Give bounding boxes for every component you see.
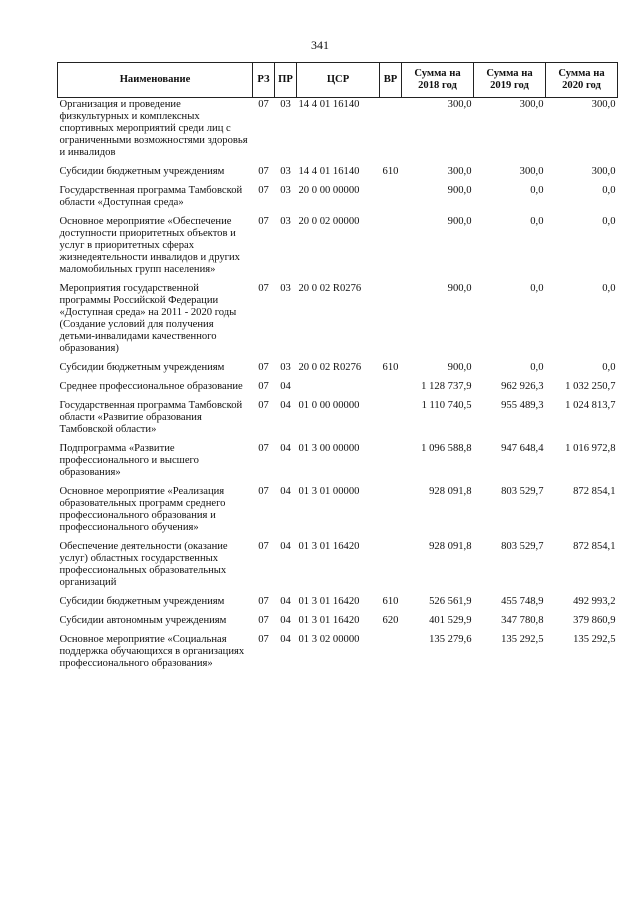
cell-vr <box>380 485 402 540</box>
cell-vr <box>380 540 402 595</box>
cell-rz: 07 <box>258 486 269 497</box>
cell-sum-2020: 379 860,9 <box>573 615 616 626</box>
cell-sum-2018: 1 128 737,9 <box>421 381 472 392</box>
cell-vr <box>380 399 402 442</box>
cell-name: Основное мероприятие «Социальная поддержка обучающихся в организациях профессионального образования» <box>59 634 245 669</box>
cell-name: Субсидии бюджетным учреждениям <box>59 362 225 373</box>
table-row <box>58 540 618 595</box>
cell-sum-2019: 300,0 <box>519 99 544 110</box>
cell-csr: 01 3 01 16420 <box>298 541 360 552</box>
cell-csr: 01 3 02 00000 <box>298 634 360 645</box>
budget-table <box>57 62 618 676</box>
cell-sum-2018: 928 091,8 <box>429 486 472 497</box>
header-vr: ВР <box>380 63 402 98</box>
cell-sum-2018: 526 561,9 <box>429 596 472 607</box>
cell-sum-2020: 300,0 <box>591 166 616 177</box>
cell-name: Среднее профессиональное образование <box>59 381 243 392</box>
cell-pr: 04 <box>280 634 291 645</box>
cell-csr: 20 0 02 R0276 <box>298 362 362 373</box>
cell-csr: 20 0 02 00000 <box>298 216 360 227</box>
cell-pr: 04 <box>280 596 291 607</box>
cell-sum-2019: 455 748,9 <box>501 596 544 607</box>
cell-vr <box>380 98 402 166</box>
cell-sum-2018: 928 091,8 <box>429 541 472 552</box>
cell-pr: 03 <box>280 185 291 196</box>
header-name: Наименование <box>58 63 253 98</box>
cell-sum-2020: 872 854,1 <box>573 486 616 497</box>
table-row <box>58 165 618 184</box>
table-row <box>58 595 618 614</box>
table-row <box>58 184 618 215</box>
cell-sum-2020: 0,0 <box>602 283 616 294</box>
cell-sum-2020: 872 854,1 <box>573 541 616 552</box>
cell-csr: 01 3 01 16420 <box>298 596 360 607</box>
cell-vr <box>380 215 402 282</box>
cell-rz: 07 <box>258 185 269 196</box>
cell-csr: 20 0 02 R0276 <box>298 283 362 294</box>
cell-rz: 07 <box>258 615 269 626</box>
cell-pr: 04 <box>280 381 291 392</box>
cell-pr: 04 <box>280 615 291 626</box>
cell-name: Основное мероприятие «Реализация образовательных программ среднего профессионального образования и профессионального обучения» <box>59 486 226 533</box>
cell-pr: 03 <box>280 166 291 177</box>
header-sum-2020: Сумма на 2020 год <box>546 63 618 98</box>
cell-rz: 07 <box>258 283 269 294</box>
cell-rz: 07 <box>258 362 269 373</box>
cell-sum-2020: 1 016 972,8 <box>565 443 616 454</box>
cell-csr: 01 0 00 00000 <box>298 400 360 411</box>
cell-name: Основное мероприятие «Обеспечение доступности приоритетных объектов и услуг в приоритетных сферах жизнедеятельности инвалидов и других маломобильных групп населения» <box>59 216 240 275</box>
cell-sum-2020: 1 024 813,7 <box>565 400 616 411</box>
cell-sum-2020: 1 032 250,7 <box>565 381 616 392</box>
cell-csr: 14 4 01 16140 <box>298 166 360 177</box>
table-row <box>58 215 618 282</box>
cell-sum-2020: 0,0 <box>602 216 616 227</box>
cell-rz: 07 <box>258 166 269 177</box>
cell-sum-2019: 347 780,8 <box>501 615 544 626</box>
cell-sum-2020: 492 993,2 <box>573 596 616 607</box>
cell-sum-2018: 401 529,9 <box>429 615 472 626</box>
cell-sum-2020: 0,0 <box>602 185 616 196</box>
cell-sum-2018: 900,0 <box>447 362 472 373</box>
header-rz: РЗ <box>253 63 275 98</box>
header-row <box>58 63 618 98</box>
cell-csr <box>297 380 380 399</box>
cell-name: Государственная программа Тамбовской области «Развитие образования Тамбовской области» <box>59 400 243 435</box>
cell-sum-2019: 0,0 <box>530 216 544 227</box>
cell-sum-2020: 135 292,5 <box>573 634 616 645</box>
cell-sum-2019: 0,0 <box>530 283 544 294</box>
cell-sum-2018: 1 096 588,8 <box>421 443 472 454</box>
cell-sum-2018: 900,0 <box>447 216 472 227</box>
cell-sum-2019: 962 926,3 <box>501 381 544 392</box>
cell-rz: 07 <box>258 400 269 411</box>
cell-name: Обеспечение деятельности (оказание услуг) областных государственных профессиональных образовательных организаций <box>59 541 228 588</box>
cell-sum-2018: 900,0 <box>447 185 472 196</box>
cell-csr: 01 3 00 00000 <box>298 443 360 454</box>
header-sum-2019: Сумма на 2019 год <box>474 63 546 98</box>
cell-pr: 03 <box>280 216 291 227</box>
cell-vr <box>380 184 402 215</box>
cell-name: Государственная программа Тамбовской области «Доступная среда» <box>59 185 243 208</box>
cell-rz: 07 <box>258 596 269 607</box>
cell-pr: 03 <box>280 283 291 294</box>
cell-vr <box>380 633 402 676</box>
cell-vr: 610 <box>382 596 399 607</box>
table-row <box>58 485 618 540</box>
cell-vr <box>380 380 402 399</box>
cell-pr: 04 <box>280 541 291 552</box>
cell-sum-2019: 803 529,7 <box>501 486 544 497</box>
cell-sum-2019: 947 648,4 <box>501 443 544 454</box>
cell-vr: 610 <box>382 166 399 177</box>
cell-name: Субсидии бюджетным учреждениям <box>59 166 225 177</box>
cell-name: Организация и проведение физкультурных и комплексных спортивных мероприятий среди лиц с ограниченными возможностями здоровья и инвалидов <box>59 99 248 158</box>
cell-name: Мероприятия государственной программы Российской Федерации «Доступная среда» на 2011 - 2020 годы (Создание условий для получения детьми-инвалидами качественного образования) <box>59 283 237 354</box>
header-sum-2018: Сумма на 2018 год <box>402 63 474 98</box>
cell-csr: 14 4 01 16140 <box>298 99 360 110</box>
cell-rz: 07 <box>258 634 269 645</box>
cell-sum-2019: 955 489,3 <box>501 400 544 411</box>
page-number: 341 <box>311 38 329 52</box>
cell-rz: 07 <box>258 381 269 392</box>
table-body <box>58 98 618 677</box>
cell-sum-2019: 803 529,7 <box>501 541 544 552</box>
cell-name: Субсидии бюджетным учреждениям <box>59 596 225 607</box>
cell-sum-2018: 1 110 740,5 <box>421 400 472 411</box>
table-row <box>58 399 618 442</box>
cell-sum-2019: 0,0 <box>530 185 544 196</box>
cell-sum-2018: 135 279,6 <box>429 634 472 645</box>
cell-csr: 20 0 00 00000 <box>298 185 360 196</box>
cell-pr: 03 <box>280 362 291 373</box>
cell-csr: 01 3 01 16420 <box>298 615 360 626</box>
cell-sum-2018: 900,0 <box>447 283 472 294</box>
table-row <box>58 361 618 380</box>
cell-sum-2019: 135 292,5 <box>501 634 544 645</box>
table-row <box>58 442 618 485</box>
cell-rz: 07 <box>258 216 269 227</box>
cell-name: Подпрограмма «Развитие профессионального и высшего образования» <box>59 443 199 478</box>
cell-pr: 04 <box>280 443 291 454</box>
table-row <box>58 633 618 676</box>
cell-sum-2019: 300,0 <box>519 166 544 177</box>
cell-vr: 620 <box>382 615 399 626</box>
cell-vr <box>380 282 402 361</box>
table-row <box>58 614 618 633</box>
header-pr: ПР <box>275 63 297 98</box>
cell-name: Субсидии автономным учреждениям <box>59 615 227 626</box>
cell-sum-2018: 300,0 <box>447 166 472 177</box>
cell-sum-2020: 300,0 <box>591 99 616 110</box>
cell-sum-2020: 0,0 <box>602 362 616 373</box>
cell-rz: 07 <box>258 541 269 552</box>
cell-rz: 07 <box>258 443 269 454</box>
table-row <box>58 98 618 166</box>
cell-pr: 04 <box>280 486 291 497</box>
table-row <box>58 380 618 399</box>
cell-vr: 610 <box>382 362 399 373</box>
table-row <box>58 282 618 361</box>
cell-sum-2018: 300,0 <box>447 99 472 110</box>
header-csr: ЦСР <box>297 63 380 98</box>
cell-sum-2019: 0,0 <box>530 362 544 373</box>
table-header <box>58 63 618 98</box>
cell-vr <box>380 442 402 485</box>
cell-pr: 03 <box>280 99 291 110</box>
cell-pr: 04 <box>280 400 291 411</box>
cell-csr: 01 3 01 00000 <box>298 486 360 497</box>
cell-rz: 07 <box>258 99 269 110</box>
